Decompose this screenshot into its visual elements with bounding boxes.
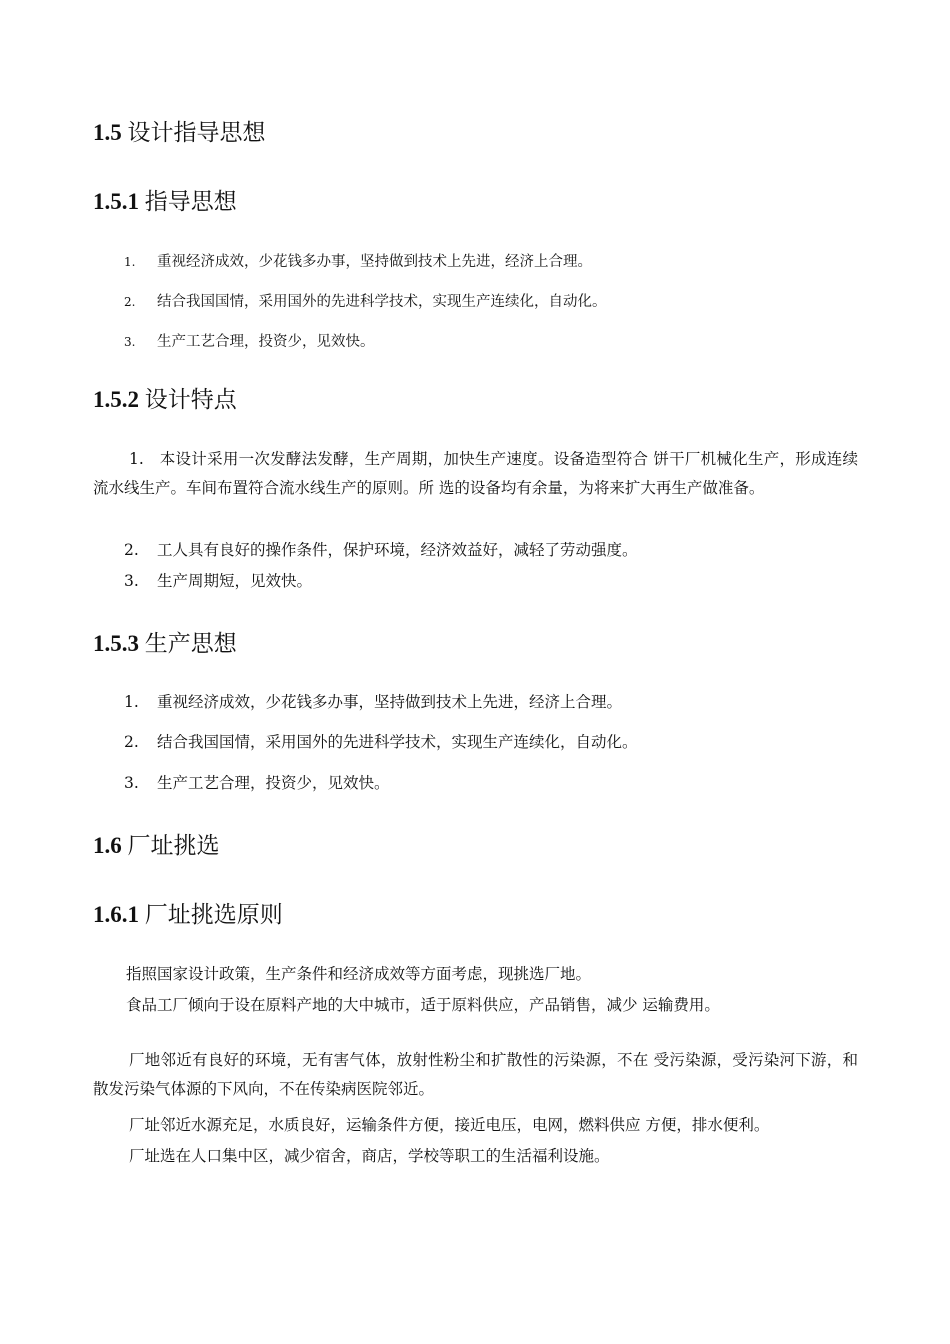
list-item: 2. 结合我国国情，采用国外的先进科学技术，实现生产连续化，自动化。 — [124, 733, 638, 751]
list-item: 3. 生产工艺合理，投资少，见效快。 — [124, 334, 375, 350]
list-item: 2. 工人具有良好的操作条件，保护环境，经济效益好，减轻了劳动强度。 — [124, 541, 638, 559]
list-item: 3. 生产周期短，见效快。 — [124, 572, 313, 590]
heading-1-5-3: 1.5.3 生产思想 — [93, 631, 237, 656]
list-item: 2. 结合我国国情，采用国外的先进科学技术，实现生产连续化，自动化。 — [124, 294, 607, 310]
list-item: 1. 重视经济成效，少花钱多办事，坚持做到技术上先进，经济上合理。 — [124, 254, 592, 270]
heading-1-6-1: 1.6.1 厂址挑选原则 — [93, 902, 283, 927]
paragraph-environment: 厂地邻近有良好的环境，无有害气体，放射性粉尘和扩散性的污染源，不在 受污染源，受污染河下游，和散发污染气体源的下风向，不在传染病医院邻近。 — [93, 1051, 858, 1098]
paragraph-design-features: 1. 本设计采用一次发酵法发酵，生产周期，加快生产速度。设备造型符合 饼干厂机械化生产，形成连续流水线生产。车间布置符合流水线生产的原则。所 选的设备均有余量，为将来扩大再生产做准备。 — [93, 450, 858, 497]
list-item: 1. 重视经济成效，少花钱多办事，坚持做到技术上先进，经济上合理。 — [124, 693, 623, 711]
heading-1-6: 1.6 厂址挑选 — [93, 833, 220, 858]
paragraph-line: 厂址邻近水源充足，水质良好，运输条件方便，接近电压，电网，燃料供应 方便，排水便利。 — [129, 1116, 770, 1134]
heading-1-5-2: 1.5.2 设计特点 — [93, 387, 237, 412]
heading-1-5: 1.5 设计指导思想 — [93, 120, 266, 145]
heading-1-5-1: 1.5.1 指导思想 — [93, 189, 237, 214]
paragraph-line: 厂址选在人口集中区，减少宿舍，商店，学校等职工的生活福利设施。 — [129, 1147, 610, 1165]
list-item: 3. 生产工艺合理，投资少，见效快。 — [124, 774, 390, 792]
paragraph-line: 食品工厂倾向于设在原料产地的大中城市，适于原料供应，产品销售，减少 运输费用。 — [126, 996, 720, 1014]
paragraph-line: 指照国家设计政策，生产条件和经济成效等方面考虑，现挑选厂地。 — [126, 965, 592, 983]
